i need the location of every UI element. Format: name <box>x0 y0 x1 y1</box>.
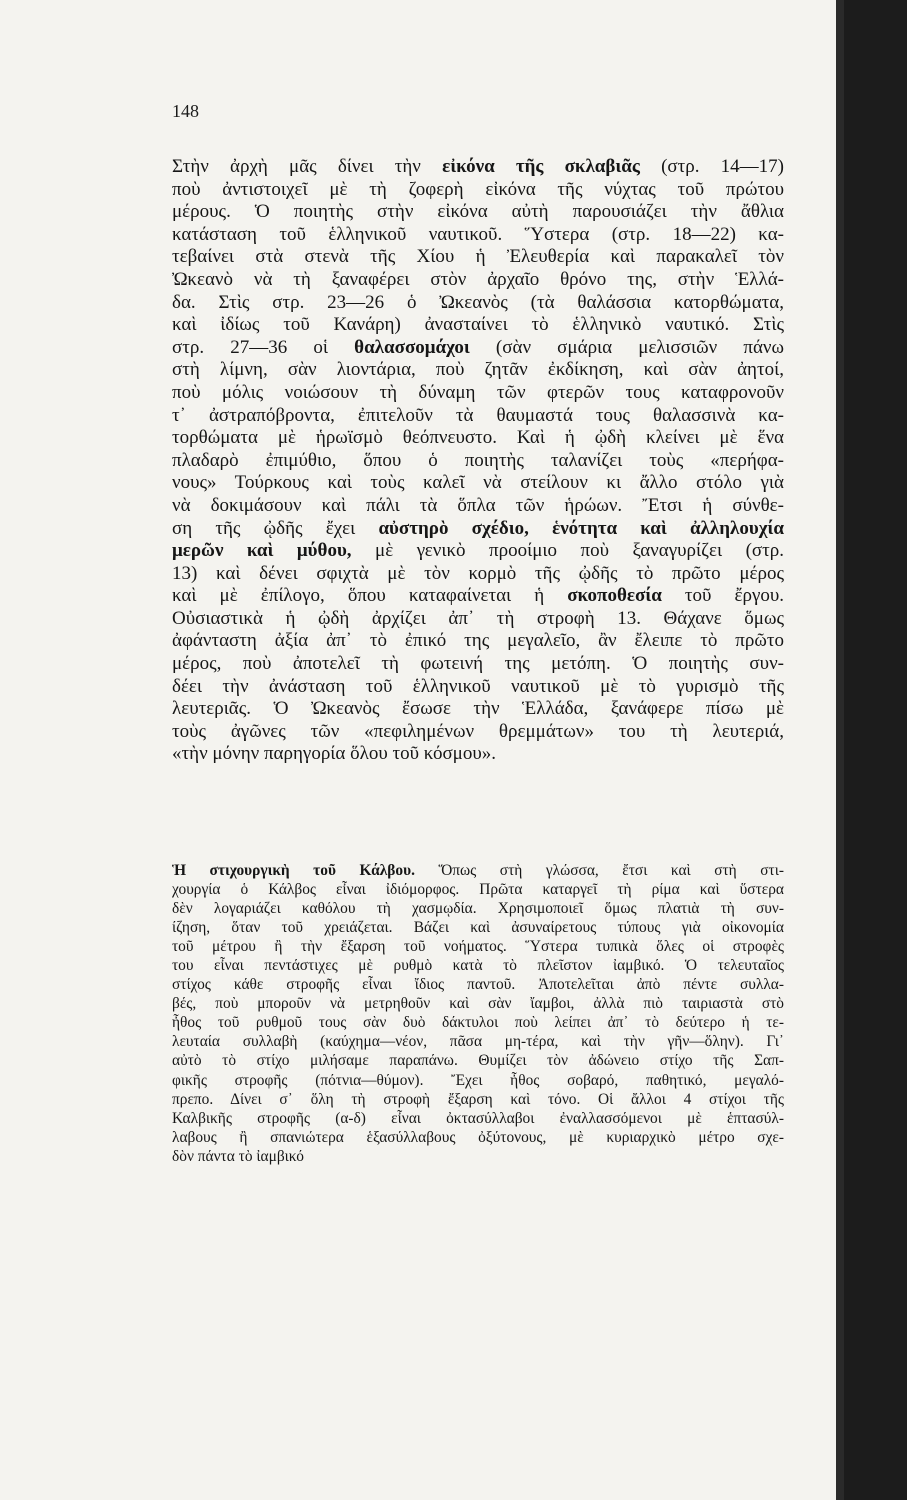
note-line <box>172 1051 784 1070</box>
text-line <box>172 359 784 382</box>
note-line <box>172 1071 784 1090</box>
text-line <box>172 495 784 518</box>
text-run: φικῆς στροφῆς (πότνια—θύμον). Ἔχει ἦθος σοβαρό, παθητικό, μεγαλό- <box>172 1071 784 1089</box>
text-run: τεβαίνει στὰ στενὰ τῆς Χίου ἡ Ἐλευθερία καὶ παρακαλεῖ τὸν <box>172 246 784 268</box>
text-line <box>172 292 784 315</box>
note-line <box>172 918 784 937</box>
emphasized-text: μερῶν καὶ μύθου, <box>172 540 352 562</box>
text-run: τοῦ ἔργου. <box>661 585 784 607</box>
binding-edge <box>836 0 844 1500</box>
text-line <box>172 179 784 202</box>
text-run: τοὺς ἀγῶνες τῶν «πεφιλημένων θρεμμάτων» του τὴ λευτεριά, <box>172 720 784 742</box>
text-line <box>172 676 784 699</box>
note-line <box>172 861 784 880</box>
text-run: του εἶναι πεντάστιχες μὲ ρυθμὸ κατὰ τὸ πλεῖστον ἰαμβικό. Ὁ τελευταῖος <box>172 957 784 975</box>
text-run: ποὺ μόλις νοιώσουν τὴ δύναμη τῶν φτερῶν τους καταφρονοῦν <box>172 381 784 403</box>
text-line <box>172 156 784 179</box>
text-run: στίχος κάθε στροφῆς εἶναι ἴδιος παντοῦ. Ἀποτελεῖται ἀπὸ πέντε συλλα- <box>172 976 784 994</box>
emphasized-text: Ἡ στιχουργικὴ τοῦ Κάλβου. <box>172 862 415 879</box>
text-line <box>172 314 784 337</box>
text-line <box>172 540 784 563</box>
main-paragraph <box>172 156 784 766</box>
text-line <box>172 698 784 721</box>
note-line <box>172 1128 784 1147</box>
text-run: Οὐσιαστικὰ ἡ ᾠδὴ ἀρχίζει ἀπ᾽ τὴ στροφὴ 13. Θάχανε ὅμως <box>172 607 784 629</box>
text-run: Ὠκεανὸ νὰ τὴ ξαναφέρει στὸν ἀρχαῖο θρόνο της, στὴν Ἑλλά- <box>172 268 784 290</box>
text-run: «τὴν μόνην παρηγορία ὅλου τοῦ κόσμου». <box>172 743 497 765</box>
note-line <box>172 899 784 918</box>
emphasized-text: εἰκόνα τῆς σκλαβιᾶς <box>442 156 640 177</box>
text-run: βές, ποὺ μποροῦν νὰ μετρηθοῦν καὶ σὰν ἴαμβοι, ἀλλὰ πιὸ ταιριαστὰ στὸ <box>172 995 784 1013</box>
text-line <box>172 405 784 428</box>
text-run: χουργία ὁ Κάλβος εἶναι ἰδιόμορφος. Πρῶτα καταργεῖ τὴ ρίμα καὶ ὕστερα <box>172 881 784 899</box>
text-run: λαβους ἢ σπανιώτερα ἑξασύλλαβους ὀξύτονους, μὲ κυριαρχικὸ μέτρο σχε- <box>172 1128 784 1146</box>
text-line <box>172 450 784 473</box>
text-run: δὸν πάντα τὸ ἰαμβικό <box>172 1147 304 1165</box>
text-line <box>172 337 784 360</box>
text-run: Καλβικῆς στροφῆς (α-δ) εἶναι ὀκτασύλλαβοι ἐναλλασσόμενοι μὲ ἑπτασύλ- <box>172 1109 784 1127</box>
text-run: δα. Στὶς στρ. 23—26 ὁ Ὠκεανὸς (τὰ θαλάσσια κατορθώματα, <box>172 291 784 313</box>
text-run: στρ. 27—36 οἱ <box>172 336 355 358</box>
text-run: 13) καὶ δένει σφιχτὰ μὲ τὸν κορμὸ τῆς ᾠδῆς τὸ πρῶτο μέρος <box>172 562 784 584</box>
text-run: καὶ ἰδίως τοῦ Κανάρη) ἀνασταίνει τὸ ἑλληνικὸ ναυτικό. Στὶς <box>172 314 784 336</box>
text-line <box>172 518 784 541</box>
text-line <box>172 246 784 269</box>
note-line <box>172 1013 784 1032</box>
text-run: (στρ. 14—17) <box>639 156 784 177</box>
text-run: νὰ δοκιμάσουν καὶ πάλι τὰ ὅπλα τῶν ἡρώων. Ἔτσι ἡ σύνθε- <box>172 494 784 516</box>
text-line <box>172 743 784 766</box>
emphasized-text: σκοποθεσία <box>567 585 662 607</box>
text-run: μὲ γενικὸ προοίμιο ποὺ ξαναγυρίζει (στρ. <box>351 540 784 562</box>
note-line <box>172 956 784 975</box>
text-run: καὶ μὲ ἐπίλογο, ὅπου καταφαίνεται ἡ <box>172 585 568 607</box>
text-line <box>172 269 784 292</box>
text-run: πλαδαρὸ ἐπιμύθιο, ὅπου ὁ ποιητὴς ταλανίζει τοὺς «περήφα- <box>172 449 784 471</box>
text-run: αὐτὸ τὸ στίχο μιλήσαμε παραπάνω. Θυμίζει τὸν ἀδώνειο στίχο τῆς Σαπ- <box>172 1052 784 1070</box>
text-run: τ᾽ ἀστραπόβροντα, ἐπιτελοῦν τὰ θαυμαστά τους θαλασσινὰ κα- <box>172 404 784 426</box>
text-run: Ὅπως στὴ γλώσσα, ἔτσι καὶ στὴ στι- <box>414 862 784 879</box>
text-line <box>172 224 784 247</box>
text-run: Στὴν ἀρχὴ μᾶς δίνει τὴν <box>172 156 443 177</box>
text-run: πρεπο. Δίνει σ᾽ ὅλη τὴ στροφὴ ἔξαρση καὶ τόνο. Οἱ ἄλλοι 4 στίχοι τῆς <box>172 1090 784 1108</box>
text-run: ση τῆς ᾠδῆς ἔχει <box>172 517 379 539</box>
text-line <box>172 653 784 676</box>
note-line <box>172 1147 784 1166</box>
text-line <box>172 563 784 586</box>
text-run: (σὰν σμάρια μελισσιῶν πάνω <box>469 336 784 358</box>
text-line <box>172 472 784 495</box>
note-line <box>172 975 784 994</box>
text-line <box>172 630 784 653</box>
note-line <box>172 880 784 899</box>
note-paragraph <box>172 861 784 1166</box>
note-line <box>172 1109 784 1128</box>
emphasized-text: θαλασσομάχοι <box>354 336 470 358</box>
text-line <box>172 585 784 608</box>
text-line <box>172 721 784 744</box>
text-run: τοῦ μέτρου ἢ τὴν ἔξαρση τοῦ νοήματος. Ὕστερα τυπικὰ ὅλες οἱ στροφὲς <box>172 938 784 956</box>
text-run: ποὺ ἀντιστοιχεῖ μὲ τὴ ζοφερὴ εἰκόνα τῆς νύχτας τοῦ πρώτου <box>172 178 784 200</box>
text-run: ίζηση, ὅταν τοῦ χρειάζεται. Βάζει καὶ ἀσυναίρετους τύπους γιὰ οἰκονομία <box>172 919 784 937</box>
text-line <box>172 201 784 224</box>
text-run: μέρος, ποὺ ἀποτελεῖ τὴ φωτεινή της μετόπη. Ὁ ποιητὴς συν- <box>172 653 784 675</box>
note-line <box>172 994 784 1013</box>
text-line <box>172 608 784 631</box>
text-run: ἦθος τοῦ ρυθμοῦ τους σὰν δυὸ δάκτυλοι ποὺ λείπει ἀπ᾽ τὸ δεύτερο ἡ τε- <box>172 1014 784 1032</box>
text-line <box>172 382 784 405</box>
text-line <box>172 427 784 450</box>
text-run: δέει τὴν ἀνάσταση τοῦ ἑλληνικοῦ ναυτικοῦ μὲ τὸ γυρισμὸ τῆς <box>172 675 784 697</box>
note-line <box>172 937 784 956</box>
text-run: νους» Τούρκους καὶ τοὺς καλεῖ νὰ στείλουν κι ἄλλο στόλο γιὰ <box>172 472 784 494</box>
note-line <box>172 1032 784 1051</box>
text-run: τορθώματα μὲ ἡρωϊσμὸ θεόπνευστο. Καὶ ἡ ᾠδὴ κλείνει μὲ ἕνα <box>172 427 784 449</box>
text-run: ἀφάνταστη ἀξία ἀπ᾽ τὸ ἐπικό της μεγαλεῖο, ἂν ἔλειπε τὸ πρῶτο <box>172 630 784 652</box>
page-number: 148 <box>172 101 199 121</box>
text-run: λευταία συλλαβὴ (καύχημα—νέον, πᾶσα μη-τέρα, καὶ τὴν γῆν—ὅλην). Γι᾽ <box>172 1033 784 1051</box>
note-line <box>172 1090 784 1109</box>
text-run: λευτεριᾶς. Ὁ Ὠκεανὸς ἔσωσε τὴν Ἑλλάδα, ξανάφερε πίσω μὲ <box>172 698 784 720</box>
text-run: κατάσταση τοῦ ἑλληνικοῦ ναυτικοῦ. Ὕστερα (στρ. 18—22) κα- <box>172 223 784 245</box>
emphasized-text: αὐστηρὸ σχέδιο, ἑνότητα καὶ ἀλληλουχία <box>378 517 784 539</box>
text-run: δὲν λογαριάζει καθόλου τὴ χασμῳδία. Χρησιμοποιεῖ ὅμως πλατιὰ τὴ συν- <box>172 900 784 918</box>
text-run: μέρους. Ὁ ποιητὴς στὴν εἰκόνα αὐτὴ παρουσιάζει τὴν ἄθλια <box>172 201 784 223</box>
text-run: στὴ λίμνη, σὰν λιοντάρια, ποὺ ζητᾶν ἐκδίκηση, καὶ σὰν ἀητοί, <box>172 359 784 381</box>
